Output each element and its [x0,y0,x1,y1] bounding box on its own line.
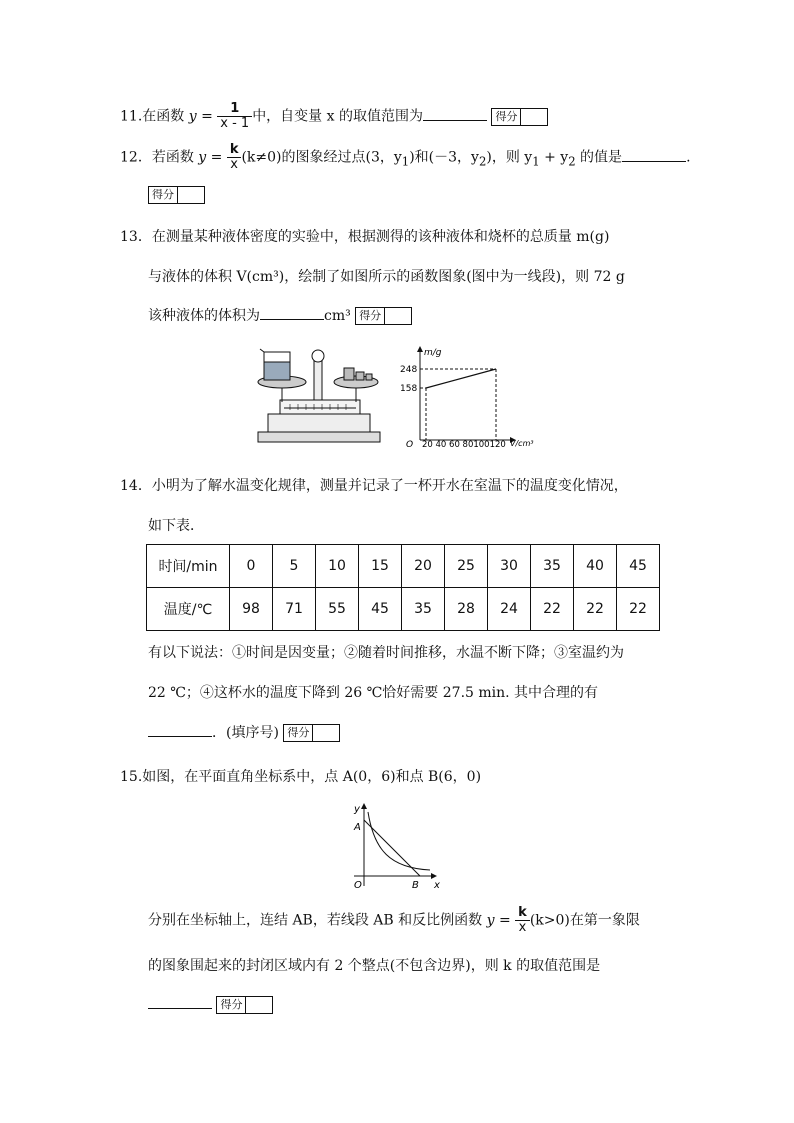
table-cell: 45 [359,588,402,631]
question-14-line1: 14．小明为了解水温变化规律，测量并记录了一杯开水在室温下的温度变化情况， [120,478,628,494]
fraction: $\frac{1}{x - 1}$ [217,102,252,131]
score-box[interactable]: 得分 [355,307,412,325]
fraction: $\frac{k}{x}$ [227,143,242,172]
table-cell: 22 [574,588,617,631]
question-14-line5: ．(填序号) 得分 [148,722,340,742]
question-14-line2: 如下表． [148,518,204,534]
table-cell: 24 [488,588,531,631]
table-cell: 30 [488,545,531,588]
score-box[interactable]: 得分 [491,108,548,126]
question-12: 12．若函数 y = $\frac{k}{x}$ (k≠0)的图象经过点(3，$y_1$)和(－3，$y_2$)，则 $y_1 + y_2$ 的值是 . [120,142,691,172]
y-label: y [354,804,360,815]
table-cell: 40 [574,545,617,588]
y-axis-arrow [361,803,367,809]
answer-blank[interactable] [622,147,686,162]
table-cell: 25 [445,545,488,588]
answer-blank[interactable] [148,722,212,737]
score-box-12-wrap [148,186,205,204]
data-segment [426,369,496,388]
table-cell: 35 [402,588,445,631]
x-label: x [434,880,440,891]
point-a-label: A [354,822,361,833]
table-row [147,545,660,588]
table-cell: 98 [230,588,273,631]
y-axis-arrow [417,346,423,352]
question-13-line3: 该种液体的体积为 cm³ 得分 [148,305,412,325]
question-11: 11.在函数 y = $\frac{1}{x - 1}$ 中，自变量 x 的取值范围为 得分 [120,102,548,131]
table-header-time: 时间/min [147,545,230,588]
answer-blank[interactable] [423,106,487,121]
table-cell: 15 [359,545,402,588]
score-box[interactable]: 得分 [148,186,205,204]
table-cell: 22 [531,588,574,631]
table-cell: 10 [316,545,359,588]
table-header-temp: 温度/℃ [147,588,230,631]
score-box[interactable]: 得分 [283,724,340,742]
temperature-table [146,544,660,631]
fraction: $\frac{k}{x}$ [515,906,530,935]
y-tick-248: 248 [400,365,418,375]
table-cell: 45 [617,545,660,588]
point-b-label: B [412,880,419,891]
y-tick-158: 158 [400,384,418,394]
hyperbola-curve [368,812,430,870]
answer-blank[interactable] [260,305,324,320]
question-15-line2: 分别在坐标轴上，连结 AB，若线段 AB 和反比例函数 y = $\frac{k}{x}$ (k>0)在第一象限 [148,905,640,935]
table-cell: 22 [617,588,660,631]
inverse-function-figure [340,800,450,892]
table-cell: 0 [230,545,273,588]
question-14-line4: 22 ℃；④这杯水的温度下降到 26 ℃恰好需要 27.5 min. 其中合理的有 [148,685,599,701]
question-13-line2: 与液体的体积 V(cm³)，绘制了如图所示的函数图象(图中为一线段)，则 72 g [148,269,625,285]
table-cell: 55 [316,588,359,631]
question-13-line1: 13．在测量某种液体密度的实验中，根据测得的该种液体和烧杯的总质量 m(g) [120,229,610,245]
question-15-line4 [148,994,273,1014]
table-row [147,588,660,631]
mass-volume-chart [396,344,546,450]
score-box[interactable]: 得分 [216,996,273,1014]
table-cell: 28 [445,588,488,631]
balance-scale-illustration [250,346,385,448]
x-axis-label: V/cm³ [510,439,534,448]
table-cell: 5 [273,545,316,588]
y-axis-label: m/g [424,348,442,358]
answer-blank[interactable] [148,994,212,1009]
x-tick-labels: 20 40 60 80100120 [422,440,506,450]
table-cell: 20 [402,545,445,588]
question-15-line3: 的图象围起来的封闭区域内有 2 个整点(不包含边界)，则 k 的取值范围是 [148,958,601,974]
table-cell: 71 [273,588,316,631]
origin-label: O [406,440,414,450]
origin-label: O [354,880,362,891]
question-15-line1: 15.如图，在平面直角坐标系中，点 A(0，6)和点 B(6，0) [120,769,482,785]
x-axis-arrow [431,873,437,879]
question-14-line3: 有以下说法：①时间是因变量；②随着时间推移，水温不断下降；③室温约为 [148,645,624,661]
table-cell: 35 [531,545,574,588]
